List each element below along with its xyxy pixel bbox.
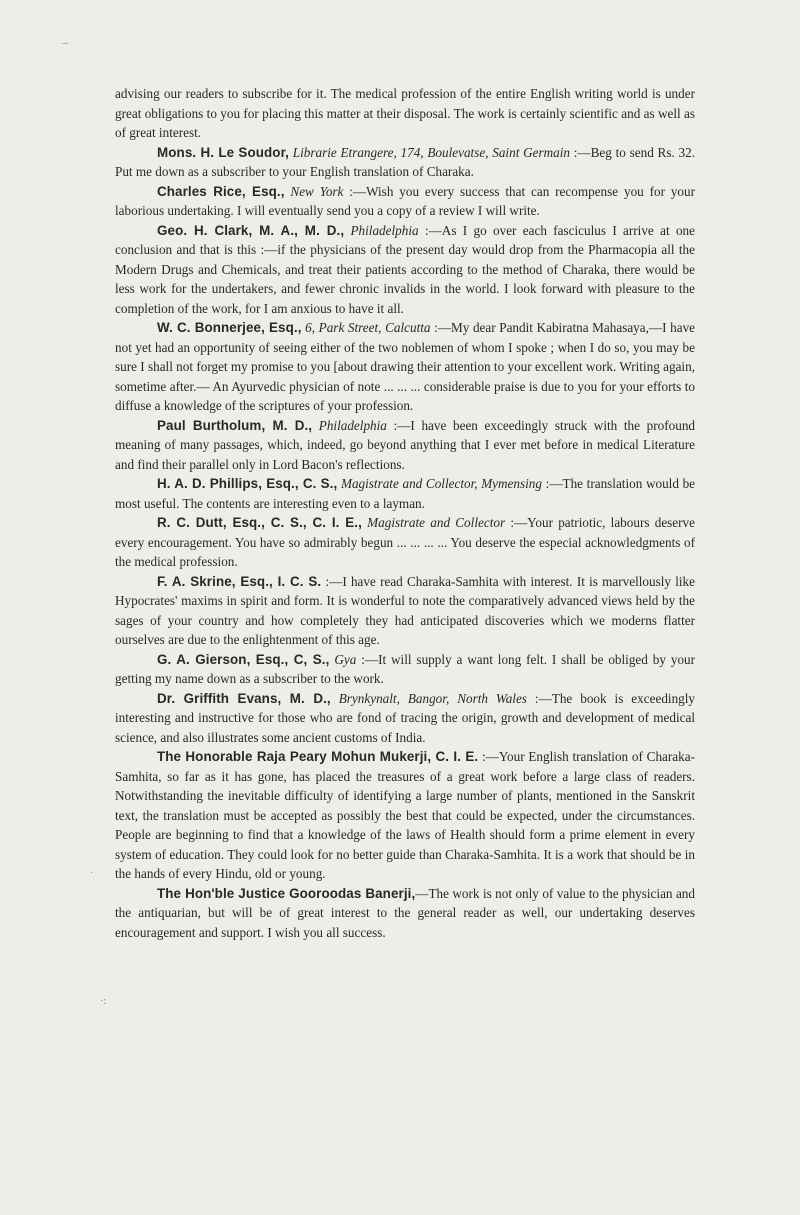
author-name: Geo. H. Clark, M. A., M. D.,: [157, 222, 345, 238]
author-name: G. A. Gierson, Esq., C, S.,: [157, 651, 330, 667]
paragraph-10: [115, 689, 695, 748]
paragraph-2: [115, 182, 695, 221]
page-speck: ·: [90, 868, 94, 879]
paragraph-text: :—Your English translation of Charaka-Samhita, so far as it has gone, has placed the treasures of a great work before a large class of readers. Notwithstanding the inevitable difficulty of identifying a large number of plants, mentioned in the Sanskrit text, the translation must be accepted as possibly the best that could be expected, under the circumstances. People are beginning to find that a knowledge of the laws of Health should form a prime element in every system of education. They could look for no better guide than Charaka-Samhita. It is a work that should be in the hands of every Hindu, old or young.: [115, 749, 695, 881]
page-speck: ‒: [62, 38, 69, 49]
paragraph-12: [115, 884, 695, 943]
author-name: W. C. Bonnerjee, Esq.,: [157, 320, 302, 335]
author-name: F. A. Skrine, Esq., I. C. S.: [157, 573, 322, 589]
paragraph-8: [115, 572, 695, 650]
paragraph-text: :—The book is exceedingly interesting and instructive for those who are fond of tracing the origin, growth and development of medical science, and also illustrates some ancient customs of India.: [115, 690, 696, 745]
author-name: The Hon'ble Justice Gooroodas Banerji,: [157, 885, 416, 901]
paragraph-11: [115, 747, 695, 884]
paragraph-text: advising our readers to subscribe for it. The medical profession of the entire English writing world is under great obligations to you for placing this matter at their disposal. The work is certainly scientific and as well as of great interest.: [115, 86, 695, 140]
paragraph-5: [115, 416, 695, 475]
author-place: Philadelphia: [318, 417, 387, 433]
paragraph-text: :—My dear Pandit Kabiratna Mahasaya,—I have not yet had an opportunity of seeing either of the two noblemen of whom I spoke ; when I do so, you may be sure I shall not forget my promise to you [about drawing their attention to your excellent work. Writing again, sometime after.— An Ayurvedic physician of note ... ... ... considerable praise is due to you for your efforts to diffuse a knowledge of the scriptures of your profession.: [115, 320, 696, 413]
paragraph-text: :—It will supply a want long felt. I shall be obliged by your getting my name down as a subscriber to the work.: [115, 651, 696, 686]
author-name: H. A. D. Phillips, Esq., C. S.,: [157, 476, 338, 491]
author-place: 6, Park Street, Calcutta: [305, 320, 431, 335]
paragraph-1: [115, 143, 695, 182]
paragraph-text: :—Beg to send Rs. 32. Put me down as a subscriber to your English translation of Charaka.: [115, 144, 696, 179]
paragraph-text: :—The translation would be most useful. The contents are interesting even to a layman.: [115, 476, 696, 511]
paragraph-0: [115, 84, 695, 143]
author-place: Gya: [334, 651, 357, 667]
author-place: New York: [290, 183, 344, 199]
paragraph-text: :—Wish you every success that can recompense you for your laborious undertaking. I will eventually send you a copy of a review I will write.: [115, 183, 695, 218]
author-place: Librarie Etrangere, 174, Boulevatse, Saint Germain: [292, 144, 570, 160]
author-place: Magistrate and Collector: [367, 515, 506, 530]
paragraph-3: [115, 221, 695, 319]
paragraph-7: [115, 513, 695, 572]
author-place: Magistrate and Collector, Mymensing: [340, 476, 542, 491]
author-name: Charles Rice, Esq.,: [157, 183, 285, 199]
author-name: R. C. Dutt, Esq., C. S., C. I. E.,: [157, 515, 362, 530]
paragraph-text: :—I have read Charaka-Samhita with interest. It is marvellously like Hypocrates' maxims in spirit and form. It is wonderful to note the comparatively advanced views held by the sages of your country and how completely they had anticipated discoveries which we moderns flatter ourselves are due to the enlightenment of this age.: [115, 573, 696, 647]
paragraph-4: [115, 318, 695, 416]
paragraph-9: [115, 650, 695, 689]
author-place: Brynkynalt, Bangor, North Wales: [338, 690, 527, 706]
paragraph-text: :—I have been exceedingly struck with the profound meaning of many passages, which, indeed, go beyond anything that I ever met before in medical Literature and find their parallel only in Lord Bacon's reflections.: [115, 417, 696, 472]
paragraph-6: [115, 474, 695, 513]
paragraph-text: :—Your patriotic, labours deserve every encouragement. You have so admirably begun ... ... ... ... You deserve the especial acknowledgments of the medical profession.: [115, 515, 695, 569]
author-place: Philadelphia: [350, 222, 419, 238]
paragraph-text: :—As I go over each fasciculus I arrive at one conclusion and that is this :—if the physicians of the present day would drop from the Pharmacopia all the Modern Drugs and Chemicals, and treat their patients according to the method of Charaka, there would be less work for the undertakers, and fewer chronic invalids in the world. I look forward with pleasure to the completion of the work, for I am anxious to have it all.: [115, 222, 695, 316]
author-name: The Honorable Raja Peary Mohun Mukerji, C. I. E.: [157, 749, 479, 764]
page-speck: ·:: [100, 996, 107, 1007]
paragraph-text: —The work is not only of value to the physician and the antiquarian, but will be of great interest to the general reader as well, our undertaking deserves encouragement and support. I wish you all success.: [115, 885, 695, 940]
author-name: Dr. Griffith Evans, M. D.,: [157, 690, 331, 706]
author-name: Paul Burtholum, M. D.,: [157, 417, 313, 433]
author-name: Mons. H. Le Soudor,: [157, 144, 289, 160]
testimonials-body: [115, 84, 695, 942]
